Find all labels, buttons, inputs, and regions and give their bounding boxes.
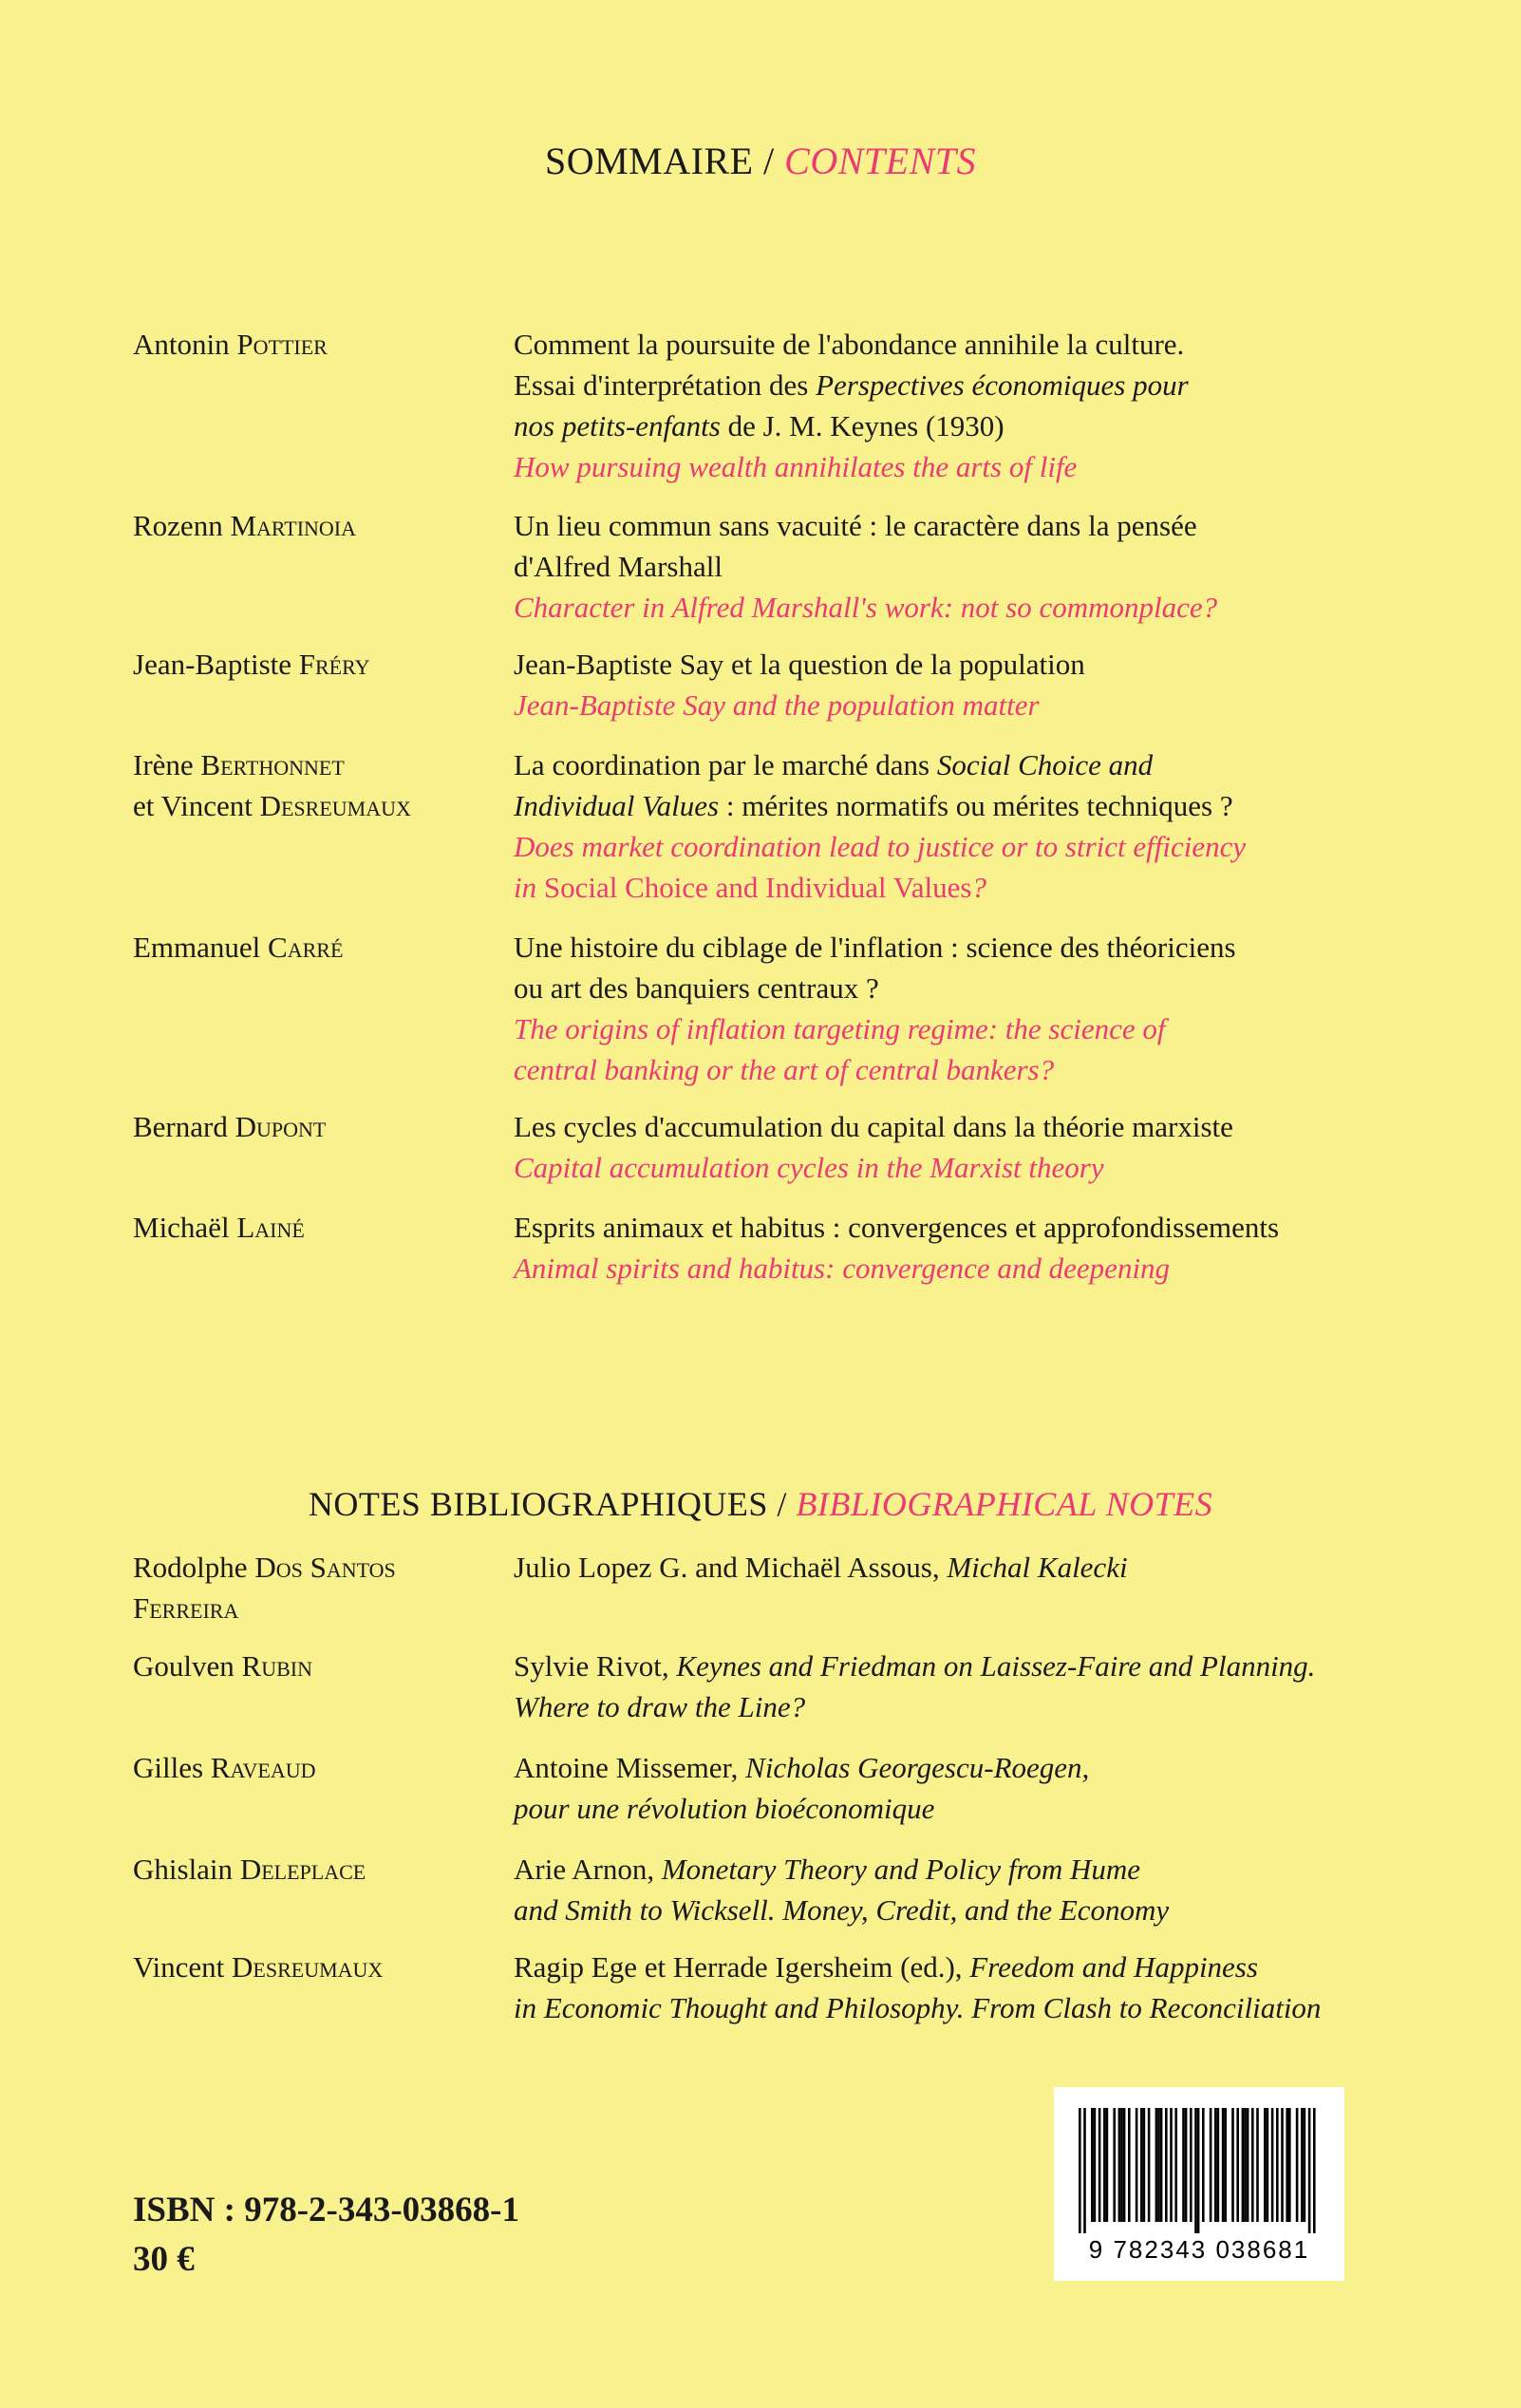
barcode-bar — [1231, 2108, 1234, 2222]
barcode-bar — [1271, 2108, 1274, 2222]
barcode-bar — [1242, 2108, 1245, 2222]
barcode-bar — [1136, 2108, 1138, 2222]
barcode-bar — [1113, 2108, 1116, 2222]
entry-title: Esprits animaux et habitus : convergences et approfondissements Animal spirits and habitus: convergence and deepening — [514, 1207, 1463, 1289]
barcode — [1054, 2087, 1344, 2281]
entry-english-title: Capital accumulation cycles in the Marxist theory — [514, 1151, 1104, 1184]
entry-english-title: Does market coordination lead to justice or to strict efficiency — [514, 830, 1247, 863]
note-reviewer: Gilles Raveaud — [133, 1751, 316, 1784]
entry-author: Jean-Baptiste Fréry — [133, 648, 370, 681]
barcode-bar — [1120, 2108, 1123, 2222]
barcode-bar — [1123, 2108, 1126, 2222]
note-book: Antoine Missemer, Nicholas Georgescu-Roegen, pour une révolution bioéconomique — [514, 1751, 1090, 1825]
barcode-bar — [1288, 2108, 1291, 2222]
entry-title: Les cycles d'accumulation du capital dans la théorie marxiste Capital accumulation cycles in the Marxist theory — [514, 1106, 1463, 1188]
entry-title: Un lieu commun sans vacuité : le caractère dans la pensée d'Alfred Marshall Character in Alfred Marshall's work: not so commonplace? — [514, 505, 1463, 628]
barcode-bar — [1286, 2108, 1288, 2222]
barcode-bar — [1182, 2108, 1185, 2222]
barcode-number: 9 782343 038681 — [1088, 2235, 1310, 2264]
barcode-bar — [1276, 2108, 1279, 2222]
notes-heading-fr: NOTES BIBLIOGRAPHIQUES / — [308, 1485, 787, 1523]
barcode-bar — [1222, 2108, 1225, 2222]
barcode-bar — [1236, 2108, 1239, 2222]
note-reviewer: Vincent Desreumaux — [133, 1950, 384, 1984]
note-book: Sylvie Rivot, Keynes and Friedman on Laissez-Faire and Planning. Where to draw the Line? — [514, 1649, 1316, 1723]
barcode-bar — [1083, 2108, 1086, 2233]
isbn: ISBN : 978-2-343-03868-1 — [133, 2191, 519, 2229]
barcode-bar — [1308, 2108, 1311, 2233]
barcode-bar — [1165, 2108, 1168, 2222]
notes-heading — [0, 1484, 1521, 1524]
barcode-bar — [1079, 2108, 1081, 2233]
barcode-bar — [1224, 2108, 1227, 2222]
entry-english-title: Character in Alfred Marshall's work: not so commonplace? — [514, 591, 1218, 624]
note-reviewer: Rodolphe Dos Santos Ferreira — [133, 1551, 396, 1625]
barcode-bar — [1091, 2108, 1094, 2222]
entry-author: Bernard Dupont — [133, 1110, 327, 1143]
entry-title: La coordination par le marché dans Social Choice and Individual Values : mérites normatifs ou mérites techniques ? Does market coordination lead to justice or to strict efficiency in Social Choice and Individual Values? — [514, 744, 1463, 908]
barcode-bar — [1143, 2108, 1146, 2222]
barcode-bar — [1217, 2108, 1220, 2222]
barcode-bar — [1174, 2108, 1177, 2222]
entry-author: Irène Berthonnet et Vincent Desreumaux — [133, 748, 411, 822]
entry-author: Antonin Pottier — [133, 328, 328, 361]
barcode-bar — [1148, 2108, 1151, 2222]
barcode-bar — [1157, 2108, 1160, 2222]
contents-heading — [0, 139, 1521, 183]
barcode-bars — [1054, 2087, 1344, 2239]
barcode-bar — [1313, 2108, 1316, 2233]
notes-heading-en: BIBLIOGRAPHICAL NOTES — [796, 1485, 1213, 1523]
barcode-bar — [1118, 2108, 1121, 2222]
barcode-bar — [1267, 2108, 1269, 2222]
entry-author: Emmanuel Carré — [133, 931, 344, 964]
note-reviewer: Goulven Rubin — [133, 1649, 312, 1683]
barcode-bar — [1194, 2108, 1197, 2233]
barcode-bar — [1247, 2108, 1249, 2222]
barcode-bar — [1304, 2108, 1306, 2222]
entry-title: Une histoire du ciblage de l'inflation : science des théoriciens ou art des banquiers centraux ? The origins of inflation targeting regime: the science of central banking or the art of central bankers? — [514, 927, 1463, 1090]
entry-english-title: Jean-Baptiste Say and the population matter — [514, 688, 1040, 722]
barcode-bar — [1210, 2108, 1212, 2222]
barcode-bar — [1185, 2108, 1188, 2222]
barcode-bar — [1251, 2108, 1254, 2222]
note-book: Arie Arnon, Monetary Theory and Policy from Hume and Smith to Wicksell. Money, Credit, and the Economy — [514, 1853, 1170, 1927]
barcode-bar — [1190, 2108, 1192, 2222]
barcode-bar — [1106, 2108, 1109, 2222]
entry-title: Jean-Baptiste Say et la question de la population Jean-Baptiste Say and the population matter — [514, 644, 1463, 725]
barcode-bar — [1256, 2108, 1259, 2222]
entry-english-title: The origins of inflation targeting regime: the science of — [514, 1012, 1166, 1045]
entry-title: Comment la poursuite de l'abondance annihile la culture. Essai d'interprétation des Perspectives économiques pour nos petits-enfants de J. M. Keynes (1930) How pursuing wealth annihilates the arts of life — [514, 324, 1463, 487]
entry-english-title: How pursuing wealth annihilates the arts of life — [514, 450, 1078, 483]
entry-author: Michaël Lainé — [133, 1211, 305, 1244]
barcode-bar — [1094, 2108, 1097, 2222]
isbn-block — [133, 2186, 519, 2285]
barcode-bar — [1155, 2108, 1158, 2222]
barcode-bar — [1098, 2108, 1101, 2222]
contents-heading-en: CONTENTS — [784, 140, 977, 182]
barcode-bar — [1214, 2108, 1217, 2222]
barcode-bar — [1301, 2108, 1304, 2222]
barcode-bar — [1202, 2108, 1205, 2222]
barcode-bar — [1244, 2108, 1247, 2222]
barcode-bar — [1103, 2108, 1106, 2222]
price: 30 € — [133, 2240, 195, 2279]
entry-author: Rozenn Martinoia — [133, 509, 357, 542]
note-reviewer: Ghislain Deleplace — [133, 1853, 366, 1886]
barcode-bar — [1296, 2108, 1299, 2222]
barcode-bar — [1140, 2108, 1143, 2222]
entry-english-title: Animal spirits and habitus: convergence and deepening — [514, 1251, 1171, 1285]
barcode-bar — [1281, 2108, 1284, 2222]
barcode-bar — [1170, 2108, 1173, 2222]
contents-heading-fr: SOMMAIRE / — [544, 140, 775, 182]
barcode-bar — [1160, 2108, 1163, 2222]
barcode-bar — [1128, 2108, 1131, 2222]
barcode-bar — [1197, 2108, 1200, 2233]
barcode-bar — [1264, 2108, 1267, 2222]
note-book: Julio Lopez G. and Michaël Assous, Michal Kalecki — [514, 1551, 1128, 1584]
note-book: Ragip Ege et Herrade Igersheim (ed.), Freedom and Happiness in Economic Thought and Philosophy. From Clash to Reconciliation — [514, 1950, 1322, 2024]
